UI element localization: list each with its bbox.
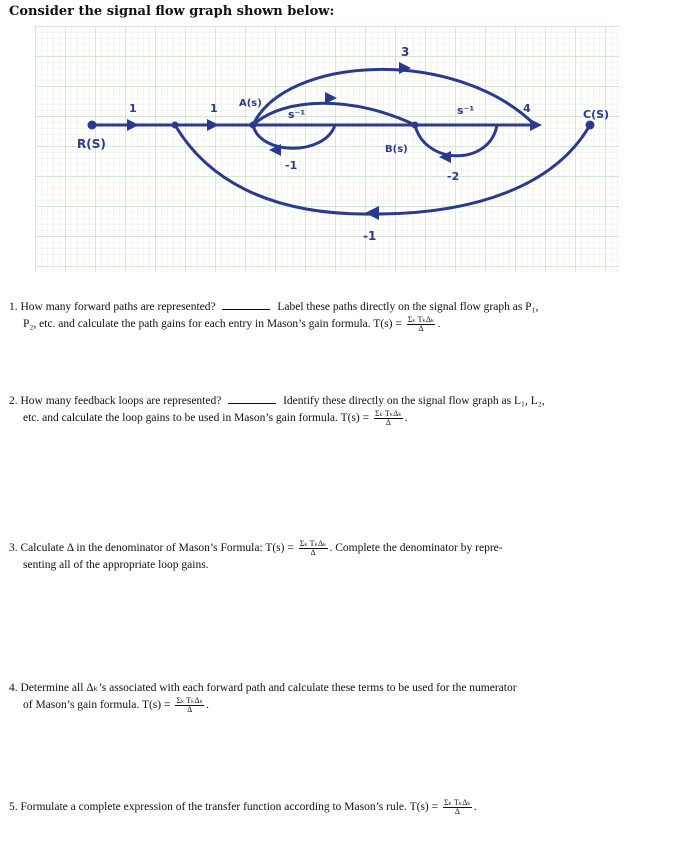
mason-fraction [407, 316, 436, 333]
mason-fraction [374, 410, 403, 427]
question-number: 5. [9, 801, 18, 814]
label-output-node: C(S) [583, 108, 610, 121]
question-text: senting all of the appropriate loop gains. [23, 559, 209, 572]
question-text: Label these paths directly on the signal flow graph as P₁, [277, 301, 539, 313]
question-text: etc. and calculate the loop gains to be used in Mason’s gain formula. [23, 412, 338, 425]
question-4: 4. Determine all Δₖ’s associated with each forward path and calculate these terms to be used for the numerator of Mason’s gain formula. T(s) = $\frac{\text{Σₖ TₖΔₖ}}{\Delta}$ . [9, 682, 517, 714]
formula-lhs: T(s) = [340, 412, 370, 425]
gain-label-1a: 1 [129, 102, 137, 115]
page-heading: Consider the signal flow graph shown below: [9, 4, 335, 19]
answer-blank[interactable] [228, 394, 276, 404]
fraction-denominator: Δ [385, 418, 391, 427]
gain-label-s-inv-a: s⁻¹ [288, 108, 306, 121]
fraction-numerator: Σₖ TₖΔₖ [176, 696, 204, 705]
question-5: 5. Formulate a complete expression of the transfer function according to Mason’s rule. T(s) = $\frac{\text{Σₖ TₖΔₖ}}{\Delta}$ . [9, 798, 477, 816]
formula-lhs: T(s) = [265, 542, 294, 555]
formula-lhs: T(s) = [373, 318, 402, 331]
label-node-a: A(s) [239, 98, 262, 109]
fraction-numerator: Σₖ TₖΔₖ [374, 409, 402, 418]
question-3: 3. Calculate Δ in the denominator of Mason’s Formula: T(s) = $\frac{\text{Σₖ TₖΔₖ}}{\Delta}$ . Complete the denominator by repre- senting all of the appropriate loop gains. [9, 539, 503, 572]
node-b [412, 122, 419, 129]
question-text: Calculate Δ in the denominator of Mason’s Formula: [20, 542, 263, 555]
gain-label-1b: 1 [210, 102, 218, 115]
question-text: of Mason’s gain formula. [23, 699, 140, 712]
question-text: Formulate a complete expression of the transfer function according to Mason’s rule. [20, 801, 407, 814]
question-text: Complete the denominator by repre- [335, 542, 503, 555]
fraction-denominator: Δ [310, 548, 316, 557]
fraction-numerator: Σₖ TₖΔₖ [299, 539, 327, 548]
gain-label-4: 4 [523, 102, 531, 115]
signal-flow-graph [35, 26, 619, 272]
node-a [250, 122, 257, 129]
gain-label-neg1-bottom: -1 [363, 229, 377, 243]
question-text: Identify these directly on the signal flow graph as L₁, L₂, [283, 395, 545, 407]
question-number: 4. [9, 682, 18, 694]
question-text: How many forward paths are represented? [20, 301, 216, 313]
fraction-denominator: Δ [418, 324, 424, 333]
formula-lhs: T(s) = [141, 699, 171, 712]
question-number: 3. [9, 542, 18, 555]
question-text: How many feedback loops are represented? [20, 395, 222, 407]
fraction-numerator: Σₖ TₖΔₖ [407, 315, 435, 324]
fraction-denominator: Δ [454, 807, 460, 816]
question-text: P₂, etc. and calculate the path gains for each entry in Mason’s gain formula. [23, 318, 371, 331]
graph-paper-background [35, 26, 619, 272]
gain-label-neg1-a: -1 [285, 159, 298, 172]
node-c [586, 121, 595, 130]
answer-blank[interactable] [222, 300, 270, 310]
fraction-denominator: Δ [187, 705, 193, 714]
question-1: 1. How many forward paths are represented? Label these paths directly on the signal flow graph as P₁, P₂, etc. and calculate the path gains for each entry in Mason’s gain formula. T(s) = $\frac{\text{Σₖ TₖΔₖ}}{\Delta}$ . [9, 301, 539, 333]
node-1 [172, 122, 179, 129]
gain-label-3: 3 [401, 45, 410, 59]
node-r [88, 121, 97, 130]
question-text: Determine all Δₖ’s associated with each forward path and calculate these terms to be used for the numerator [20, 682, 517, 694]
mason-fraction [299, 540, 328, 557]
mason-fraction [175, 697, 204, 714]
formula-lhs: T(s) = [409, 801, 439, 814]
question-number: 2. [9, 395, 18, 407]
gain-label-neg2: -2 [447, 170, 460, 183]
question-number: 1. [9, 301, 18, 313]
label-node-b: B(s) [385, 144, 408, 155]
fraction-numerator: Σₖ TₖΔₖ [444, 798, 471, 807]
mason-fraction [443, 799, 472, 816]
label-input-node: R(S) [77, 137, 106, 151]
gain-label-s-inv-b: s⁻¹ [457, 104, 475, 117]
question-2: 2. How many feedback loops are represented? Identify these directly on the signal flow graph as L₁, L₂, etc. and calculate the loop gains to be used in Mason’s gain formula. T(s) = $\frac{\text{Σₖ TₖΔₖ}}{\Delta}$ . [9, 395, 545, 427]
